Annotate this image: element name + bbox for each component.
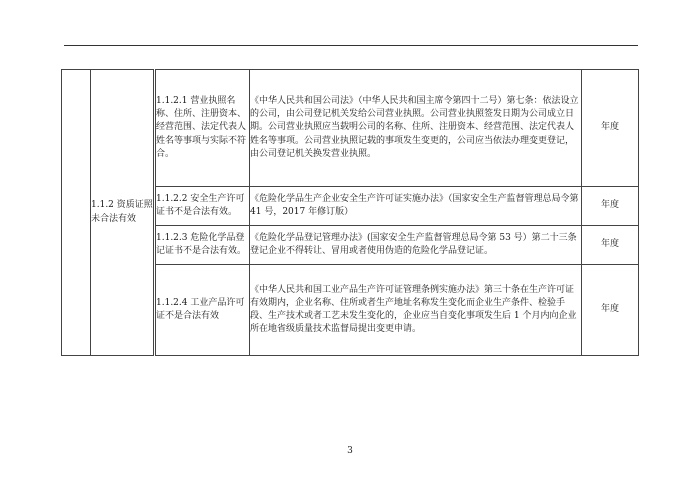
section-label: 1.1.2 资质证照未合法有效 — [91, 200, 153, 224]
content-text: 《危险化学品登记管理办法》(国家安全生产监督管理总局令第 53 号）第二十三条登记企业不得转让、冒用或者使用伪造的危险化学品登记证。 — [250, 232, 577, 256]
regulation-table — [61, 69, 639, 356]
content-cell — [250, 70, 582, 187]
content-cell — [250, 265, 582, 356]
frequency-cell — [582, 187, 639, 226]
frequency-cell — [582, 265, 639, 356]
content-text: 《中华人民共和国工业产品生产许可证管理条例实施办法》第三十条在生产许可证有效期内，企业名称、住所或者生产地址名称发生变化而企业生产条件、检验手段、生产技术或者工艺未发生变化的，企业应当自变化事项发生后 1 个月内向企业所在地省级质量技术监督局提出变更申请。 — [250, 284, 577, 335]
item-text: 1.1.2.1 营业执照名称、住所、注册资本、经营范围、法定代表人姓名等事项与实际不符合。 — [156, 95, 247, 159]
item-text: 1.1.2.3 危险化学品登记证书不是合法有效。 — [156, 232, 247, 256]
section-cell — [91, 70, 155, 356]
frequency-text: 年度 — [600, 200, 619, 211]
item-cell — [155, 187, 250, 226]
item-cell — [155, 70, 250, 187]
header-rule — [64, 45, 638, 46]
frequency-cell — [582, 226, 639, 265]
content-text: 《中华人民共和国公司法》（中华人民共和国主席令第四十二号）第七条：依法设立的公司，由公司登记机关发给公司营业执照。公司营业执照签发日期为公司成立日期。公司营业执照应当载明公司的名称、住所、注册资本、经营范围、法定代表人姓名等事项。公司营业执照记载的事项发生变更的，公司应当依法办理变更登记，由公司登记机关换发营业执照。 — [250, 95, 579, 159]
frequency-text: 年度 — [600, 239, 619, 250]
item-text: 1.1.2.4 工业产品许可证不是合法有效 — [156, 297, 245, 321]
item-text: 1.1.2.2 安全生产许可证书不是合法有效。 — [156, 193, 245, 217]
blank-category-cell — [62, 70, 91, 356]
table-row — [62, 70, 639, 187]
page-number: 3 — [347, 446, 353, 456]
frequency-text: 年度 — [600, 122, 619, 133]
item-cell — [155, 226, 250, 265]
content-cell — [250, 187, 582, 226]
item-cell — [155, 265, 250, 356]
content-text: 《危险化学品生产企业安全生产许可证实施办法》（国家安全生产监督管理总局令第 41 号，2017 年修订版） — [250, 193, 579, 217]
frequency-text: 年度 — [600, 304, 619, 315]
frequency-cell — [582, 70, 639, 187]
content-cell — [250, 226, 582, 265]
